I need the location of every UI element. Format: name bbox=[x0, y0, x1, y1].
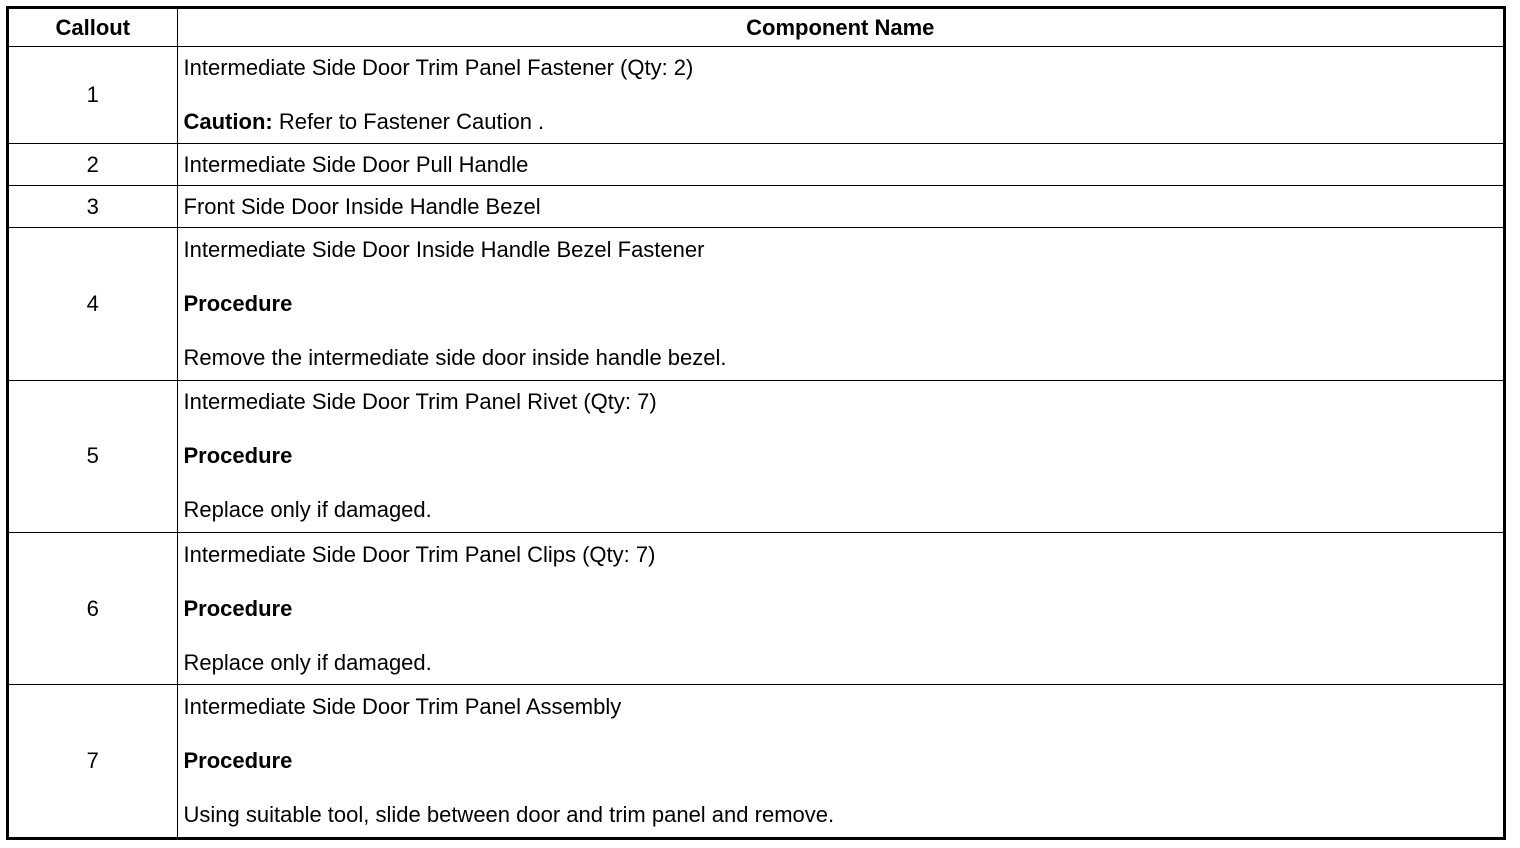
callout-number: 3 bbox=[9, 186, 177, 228]
component-name: Front Side Door Inside Handle Bezel bbox=[183, 193, 541, 219]
procedure-text: Using suitable tool, slide between door and trim panel and remove. bbox=[183, 802, 835, 828]
table-row bbox=[9, 186, 1503, 228]
callout-number: 2 bbox=[9, 144, 177, 186]
table-row bbox=[9, 685, 1503, 837]
procedure-text: Replace only if damaged. bbox=[183, 497, 432, 523]
callout-number: 7 bbox=[9, 685, 177, 837]
procedure-text: Remove the intermediate side door inside handle bezel. bbox=[183, 344, 727, 370]
callout-number: 4 bbox=[9, 228, 177, 380]
component-cell bbox=[177, 144, 1503, 186]
component-name: Intermediate Side Door Trim Panel Clips (Qty: 7) bbox=[183, 541, 656, 567]
callout-column-header: Callout bbox=[9, 9, 177, 47]
procedure-label: Procedure bbox=[183, 290, 293, 316]
procedure-label: Procedure bbox=[183, 748, 293, 774]
component-name: Intermediate Side Door Inside Handle Bezel Fastener bbox=[183, 236, 705, 262]
component-name: Intermediate Side Door Pull Handle bbox=[183, 151, 529, 177]
component-name: Intermediate Side Door Trim Panel Fastener (Qty: 2) bbox=[183, 55, 694, 81]
component-cell bbox=[177, 228, 1503, 380]
component-name: Intermediate Side Door Trim Panel Rivet (Qty: 7) bbox=[183, 389, 657, 415]
table-header-row bbox=[9, 9, 1503, 47]
component-cell bbox=[177, 47, 1503, 144]
component-table bbox=[9, 9, 1503, 837]
component-cell bbox=[177, 186, 1503, 228]
table-row bbox=[9, 228, 1503, 380]
table-row bbox=[9, 47, 1503, 144]
component-name: Intermediate Side Door Trim Panel Assembly bbox=[183, 694, 622, 720]
callout-number: 5 bbox=[9, 380, 177, 532]
component-cell bbox=[177, 380, 1503, 532]
table-row bbox=[9, 532, 1503, 684]
caution-text: Refer to Fastener Caution . bbox=[272, 109, 545, 135]
caution-label: Caution: bbox=[183, 109, 273, 135]
component-table-frame bbox=[6, 6, 1506, 840]
procedure-label: Procedure bbox=[183, 443, 293, 469]
procedure-text: Replace only if damaged. bbox=[183, 649, 432, 675]
component-cell bbox=[177, 685, 1503, 837]
caution-note bbox=[184, 109, 1504, 135]
callout-number: 1 bbox=[9, 47, 177, 144]
procedure-label: Procedure bbox=[183, 595, 293, 621]
callout-number: 6 bbox=[9, 532, 177, 684]
component-name-column-header: Component Name bbox=[177, 9, 1503, 47]
table-row bbox=[9, 380, 1503, 532]
table-row bbox=[9, 144, 1503, 186]
component-cell bbox=[177, 532, 1503, 684]
